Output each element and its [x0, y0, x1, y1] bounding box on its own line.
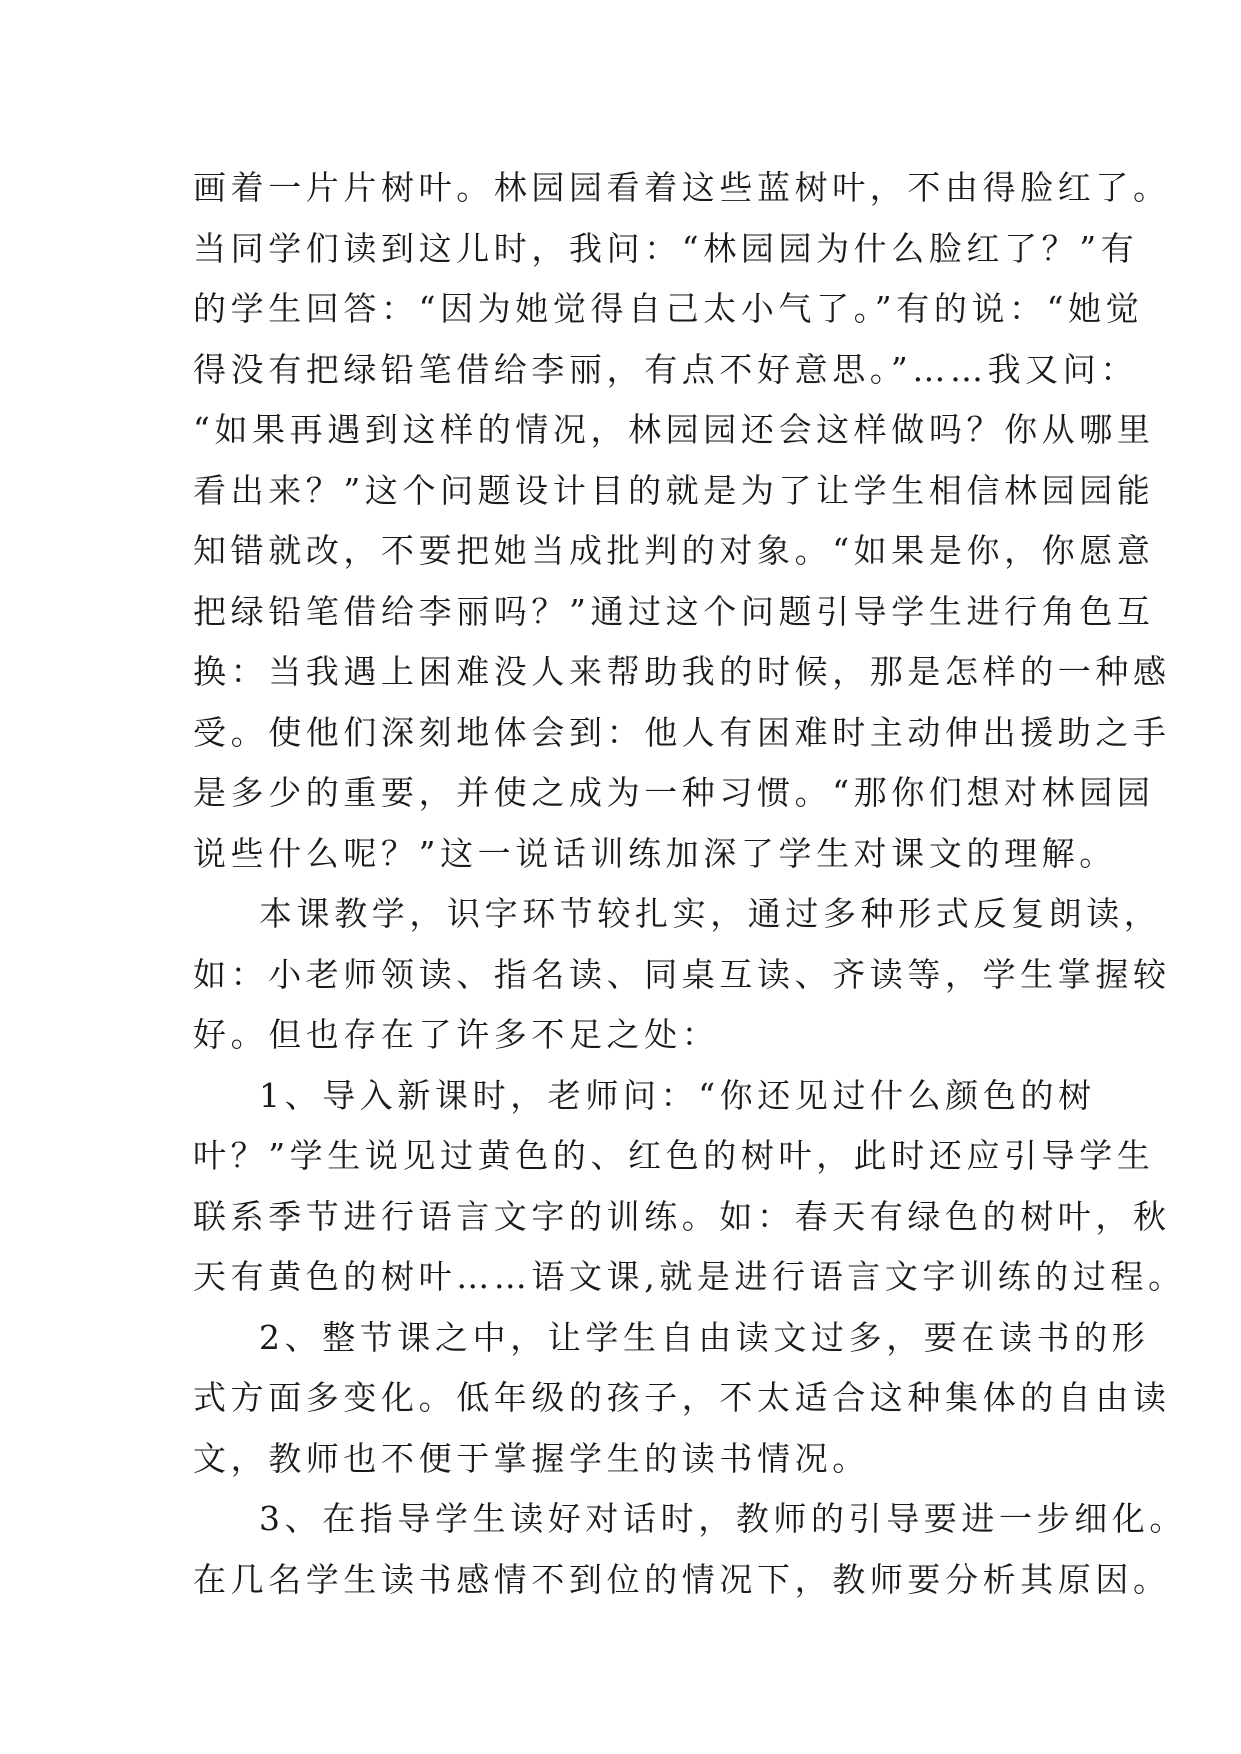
- text-line: 天有黄色的树叶……语文课,就是进行语言文字训练的过程。: [193, 1257, 1186, 1296]
- text-line: 画着一片片树叶。林园园看着这些蓝树叶，不由得脸红了。: [193, 168, 1171, 207]
- list-item-2-start: 2、整节课之中，让学生自由读文过多，要在读书的形: [259, 1317, 1150, 1357]
- text-line: 把绿铅笔借给李丽吗？”通过这个问题引导学生进行角色互: [193, 591, 1155, 631]
- text-line: 叶？”学生说见过黄色的、红色的树叶，此时还应引导学生: [193, 1136, 1155, 1175]
- text-line: 如：小老师领读、指名读、同桌互读、齐读等，学生掌握较: [193, 954, 1171, 994]
- text-line: 在几名学生读书感情不到位的情况下，教师要分析其原因。: [193, 1559, 1171, 1599]
- text-line: 换：当我遇上困难没人来帮助我的时候，那是怎样的一种感: [193, 652, 1171, 691]
- text-line: 联系季节进行语言文字的训练。如：春天有绿色的树叶，秋: [193, 1196, 1171, 1236]
- text-line: 是多少的重要，并使之成为一种习惯。“那你们想对林园园: [193, 773, 1155, 812]
- paragraph-start-line: 本课教学，识字环节较扎实，通过多种形式反复朗读，: [259, 894, 1162, 933]
- text-line: 知错就改，不要把她当成批判的对象。“如果是你，你愿意: [193, 531, 1155, 570]
- text-line: “如果再遇到这样的情况，林园园还会这样做吗？你从哪里: [193, 410, 1155, 449]
- text-line: 看出来？”这个问题设计目的就是为了让学生相信林园园能: [193, 470, 1155, 510]
- list-item-1-start: 1、导入新课时，老师问：“你还见过什么颜色的树: [259, 1075, 1096, 1115]
- text-line: 受。使他们深刻地体会到：他人有困难时主动伸出援助之手: [193, 712, 1171, 752]
- body-text: [193, 158, 1187, 1610]
- text-line: 文，教师也不便于掌握学生的读书情况。: [193, 1438, 870, 1478]
- text-line: 好。但也存在了许多不足之处：: [193, 1015, 720, 1054]
- text-line: 说些什么呢？”这一说话训练加深了学生对课文的理解。: [193, 833, 1117, 873]
- list-item-3-start: 3、在指导学生读好对话时，教师的引导要进一步细化。: [259, 1499, 1187, 1538]
- text-line: 当同学们读到这儿时，我问：“林园园为什么脸红了？”有: [193, 228, 1139, 268]
- text-line: 式方面多变化。低年级的孩子，不太适合这种集体的自由读: [193, 1378, 1171, 1417]
- text-line: 得没有把绿铅笔借给李丽，有点不好意思。”……我又问：: [193, 349, 1138, 389]
- text-line: 的学生回答：“因为她觉得自己太小气了。”有的说：“她觉: [193, 289, 1144, 328]
